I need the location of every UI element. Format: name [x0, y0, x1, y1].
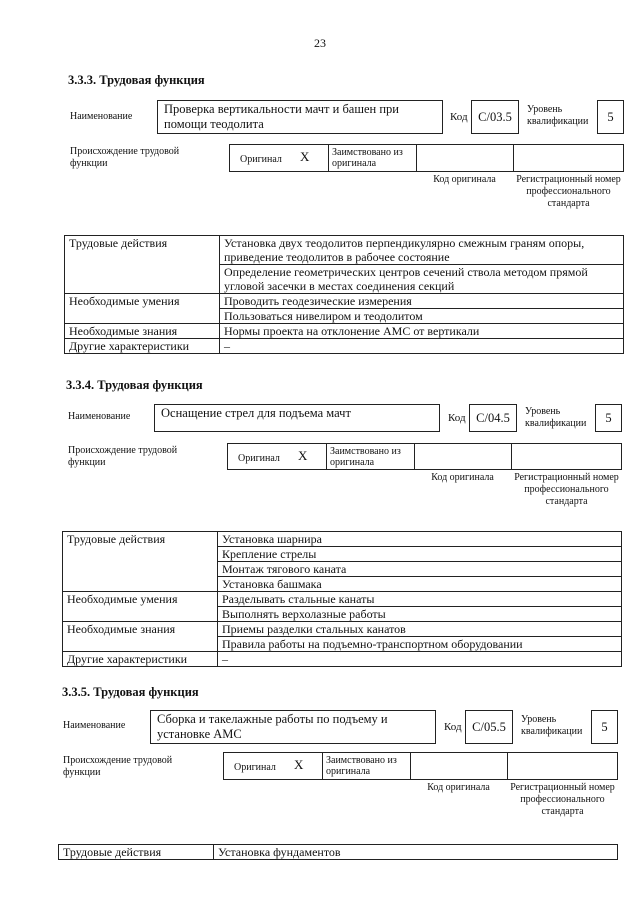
- group-header: Трудовые действия: [59, 845, 214, 860]
- origin-label: Происхождение трудовой функции: [63, 755, 173, 778]
- reg-number-cell: [514, 145, 623, 171]
- table-row: [65, 339, 624, 354]
- group-header: Необходимые знания: [63, 622, 218, 652]
- original-code-caption: Код оригинала: [431, 472, 494, 483]
- name-label: Наименование: [63, 720, 126, 731]
- table-row: [63, 532, 622, 547]
- group-header: Другие характеристики: [63, 652, 218, 667]
- reg-number-caption: Регистрационный номер профессионального стандарта: [510, 782, 615, 817]
- level-label: Уровень квалификации: [525, 406, 587, 429]
- table-row: [63, 652, 622, 667]
- original-label: Оригинал: [240, 154, 282, 165]
- original-code-caption: Код оригинала: [427, 782, 490, 793]
- table-row: [59, 845, 618, 860]
- level-label: Уровень квалификации: [527, 104, 589, 127]
- code-label: Код: [444, 721, 462, 733]
- group-item: Проводить геодезические измерения: [220, 294, 624, 309]
- origin-row: [223, 752, 618, 780]
- original-code-cell: [417, 145, 514, 171]
- group-item: Пользоваться нивелиром и теодолитом: [220, 309, 624, 324]
- original-code-caption: Код оригинала: [433, 174, 496, 185]
- section-title: 3.3.3. Трудовая функция: [68, 73, 205, 87]
- reg-number-caption: Регистрационный номер профессионального стандарта: [514, 472, 619, 507]
- original-mark: X: [298, 448, 308, 463]
- original-mark: X: [294, 757, 304, 772]
- group-item: Разделывать стальные канаты: [218, 592, 622, 607]
- group-item: Определение геометрических центров сечений ствола методом прямой угловой засечки в местах соединения секций: [220, 265, 624, 294]
- table-row: [65, 236, 624, 265]
- borrowed-label: Заимствовано из оригинала: [332, 147, 403, 169]
- table-row: [65, 294, 624, 309]
- function-table: [58, 844, 618, 860]
- origin-label: Происхождение трудовой функции: [68, 445, 178, 468]
- function-name-box: Оснащение стрел для подъема мачт: [154, 404, 440, 432]
- borrowed-label: Заимствовано из оригинала: [330, 446, 401, 468]
- group-header: Трудовые действия: [65, 236, 220, 294]
- section-title: 3.3.5. Трудовая функция: [62, 685, 199, 699]
- code-box: C/04.5: [469, 404, 517, 432]
- origin-row: [229, 144, 624, 172]
- original-label: Оригинал: [234, 762, 276, 773]
- group-item: –: [218, 652, 622, 667]
- group-item: Установка шарнира: [218, 532, 622, 547]
- origin-label: Происхождение трудовой функции: [70, 146, 180, 169]
- group-item: Монтаж тягового каната: [218, 562, 622, 577]
- borrowed-cell: [327, 444, 415, 469]
- reg-number-cell: [512, 444, 621, 469]
- group-header: Другие характеристики: [65, 339, 220, 354]
- level-box: 5: [597, 100, 624, 134]
- group-item: Приемы разделки стальных канатов: [218, 622, 622, 637]
- reg-number-caption: Регистрационный номер профессионального стандарта: [516, 174, 621, 209]
- name-label: Наименование: [68, 411, 131, 422]
- original-cell: [228, 444, 327, 469]
- code-box: C/03.5: [471, 100, 519, 134]
- page-number: 23: [314, 36, 326, 50]
- group-item: Установка башмака: [218, 577, 622, 592]
- function-name-box: Сборка и такелажные работы по подъему и установке АМС: [150, 710, 436, 744]
- borrowed-label: Заимствовано из оригинала: [326, 755, 397, 777]
- group-item: Крепление стрелы: [218, 547, 622, 562]
- function-name-box: Проверка вертикальности мачт и башен при помощи теодолита: [157, 100, 443, 134]
- function-table: [62, 531, 622, 667]
- original-mark: X: [300, 149, 310, 164]
- name-label: Наименование: [70, 111, 133, 122]
- group-header: Необходимые умения: [63, 592, 218, 622]
- table-row: [65, 324, 624, 339]
- group-item: –: [220, 339, 624, 354]
- original-label: Оригинал: [238, 453, 280, 464]
- origin-row: [227, 443, 622, 470]
- original-cell: [224, 753, 323, 779]
- table-row: [63, 592, 622, 607]
- group-header: Необходимые знания: [65, 324, 220, 339]
- function-table: [64, 235, 624, 354]
- reg-number-cell: [508, 753, 617, 779]
- group-item: Установка фундаментов: [214, 845, 618, 860]
- group-item: Правила работы на подъемно-транспортном оборудовании: [218, 637, 622, 652]
- group-item: Выполнять верхолазные работы: [218, 607, 622, 622]
- level-box: 5: [591, 710, 618, 744]
- code-box: C/05.5: [465, 710, 513, 744]
- group-item: Установка двух теодолитов перпендикулярно смежным граням опоры, приведение теодолитов в рабочее состояние: [220, 236, 624, 265]
- level-box: 5: [595, 404, 622, 432]
- original-cell: [230, 145, 329, 171]
- level-label: Уровень квалификации: [521, 714, 583, 737]
- group-header: Необходимые умения: [65, 294, 220, 324]
- table-row: [63, 622, 622, 637]
- borrowed-cell: [329, 145, 417, 171]
- section-title: 3.3.4. Трудовая функция: [66, 378, 203, 392]
- borrowed-cell: [323, 753, 411, 779]
- group-header: Трудовые действия: [63, 532, 218, 592]
- code-label: Код: [450, 111, 468, 123]
- code-label: Код: [448, 412, 466, 424]
- original-code-cell: [411, 753, 508, 779]
- group-item: Нормы проекта на отклонение АМС от вертикали: [220, 324, 624, 339]
- original-code-cell: [415, 444, 512, 469]
